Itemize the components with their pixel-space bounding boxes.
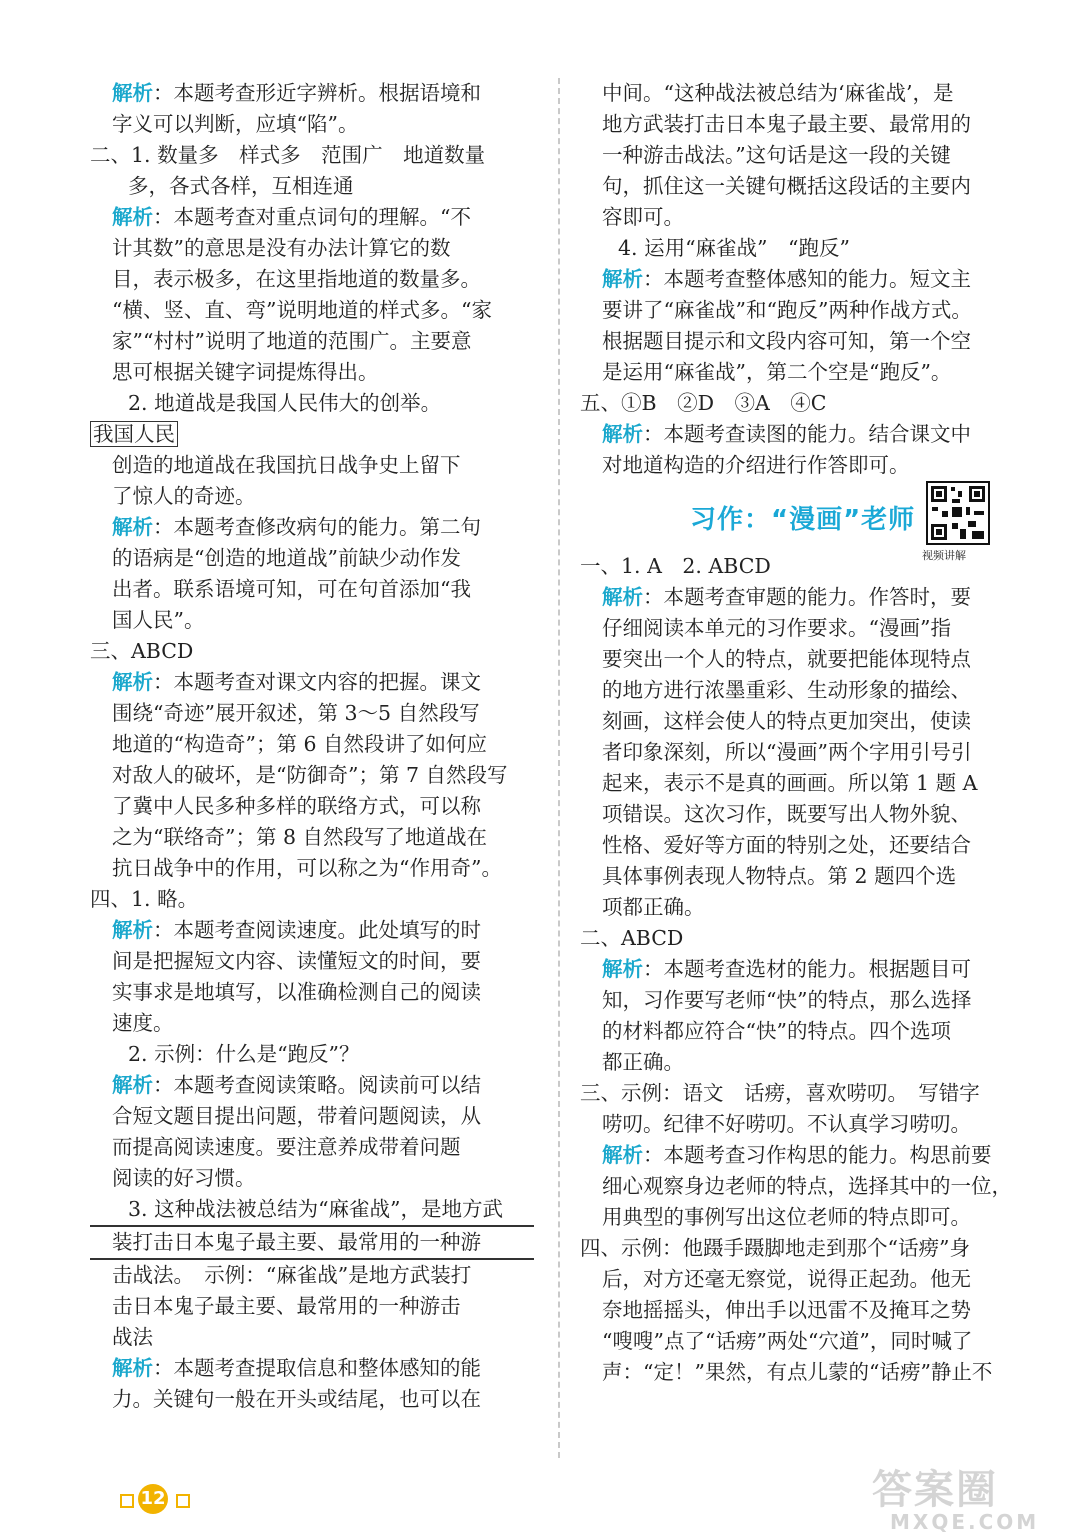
text-line — [580, 202, 1020, 233]
line-text: 的材料都应符合“快”的特点。四个选项 — [602, 1019, 951, 1043]
line-text: 间是把握短文内容、读懂短文的时间，要 — [112, 949, 481, 973]
line-text: ：本题考查选材的能力。根据题目可 — [643, 957, 971, 981]
watermark-line2: MXQE.COM — [890, 1510, 1040, 1534]
line-text: ：本题考查阅读速度。此处填写的时 — [153, 918, 481, 942]
line-text: 知，习作要写老师“快”的特点，那么选择 — [602, 988, 972, 1012]
line-text: 实事求是地填写，以准确检测自己的阅读 — [112, 980, 481, 1004]
text-line — [580, 357, 1020, 388]
line-text: 要突出一个人的特点，就要把能体现特点 — [602, 647, 971, 671]
right-bottom-block — [580, 551, 1020, 1388]
text-line — [90, 1194, 534, 1227]
text-line — [580, 675, 1020, 706]
line-text: 仔细阅读本单元的习作要求。“漫画”指 — [602, 616, 951, 640]
text-line — [90, 326, 534, 357]
line-text: 家”“村村”说明了地道的范围广。主要意 — [112, 329, 472, 353]
text-line — [580, 233, 1020, 264]
text-line — [90, 1353, 534, 1384]
analysis-label: 解析 — [602, 267, 643, 291]
section-title: 习作：“漫画”老师 — [690, 505, 916, 535]
text-line — [90, 450, 534, 481]
page-footer — [120, 1484, 210, 1518]
column-divider — [558, 78, 560, 1458]
line-text: 项都正确。 — [602, 895, 705, 919]
footer-deco-icon — [120, 1494, 134, 1508]
analysis-label: 解析 — [112, 515, 153, 539]
analysis-label: 解析 — [112, 670, 153, 694]
line-text: 多，各式各样，互相连通 — [128, 174, 354, 198]
text-line — [90, 233, 534, 264]
line-text: ：本题考查习作构思的能力。构思前要 — [643, 1143, 992, 1167]
right-column — [580, 78, 1020, 1388]
line-text: 后，对方还毫无察觉，说得正起劲。他无 — [602, 1267, 971, 1291]
text-line — [90, 1163, 534, 1194]
line-text: 一、1. A 2. ABCD — [580, 554, 771, 578]
line-text: 地道的“构造奇”；第 6 自然段讲了如何应 — [112, 732, 488, 756]
text-line — [580, 830, 1020, 861]
line-text: 合短文题目提出问题，带着问题阅读，从 — [112, 1104, 481, 1128]
text-line — [90, 946, 534, 977]
line-text: “嗖嗖”点了“话痨”两处“穴道”，同时喊了 — [602, 1329, 973, 1353]
line-text: 三、ABCD — [90, 639, 194, 663]
text-line — [90, 977, 534, 1008]
inserted-text-box: 我国人民 — [90, 421, 178, 447]
text-line — [90, 109, 534, 140]
line-text: 2. 示例：什么是“跑反”？ — [128, 1042, 360, 1066]
analysis-label: 解析 — [602, 1143, 643, 1167]
line-text: 之为“联络奇”；第 8 自然段写了地道战在 — [112, 825, 488, 849]
text-line — [90, 915, 534, 946]
text-line — [580, 861, 1020, 892]
section-header — [580, 481, 1020, 562]
text-line — [90, 791, 534, 822]
text-line — [580, 1357, 1020, 1388]
text-line — [580, 450, 1020, 481]
text-line — [580, 706, 1020, 737]
line-text: 思可根据关键字词提炼得出。 — [112, 360, 379, 384]
line-text: 项错误。这次习作，既要写出人物外貌、 — [602, 802, 971, 826]
line-text: 出者。联系语境可知，可在句首添加“我 — [112, 577, 471, 601]
text-line — [90, 822, 534, 853]
line-text: 力。关键句一般在开头或结尾，也可以在 — [112, 1387, 481, 1411]
line-text: 创造的地道战在我国抗日战争史上留下 — [112, 453, 461, 477]
text-line — [580, 1109, 1020, 1140]
text-line — [580, 171, 1020, 202]
line-text: 的语病是“创造的地道战”前缺少动作发 — [112, 546, 461, 570]
left-column — [90, 78, 534, 1415]
text-line — [580, 1047, 1020, 1078]
qr-code-icon[interactable] — [926, 481, 990, 545]
text-line — [580, 892, 1020, 923]
line-text: 四、示例：他蹑手蹑脚地走到那个“话痨”身 — [580, 1236, 970, 1260]
text-line — [90, 388, 534, 419]
text-line — [90, 1227, 534, 1260]
text-line — [90, 605, 534, 636]
text-line — [580, 1264, 1020, 1295]
line-text: 二、ABCD — [580, 926, 684, 950]
text-line — [90, 636, 534, 667]
line-text: ：本题考查提取信息和整体感知的能 — [153, 1356, 481, 1380]
line-text: 要讲了“麻雀战”和“跑反”两种作战方式。 — [602, 298, 972, 322]
text-line — [580, 613, 1020, 644]
line-text: ：本题考查审题的能力。作答时，要 — [643, 585, 971, 609]
line-text: 击日本鬼子最主要、最常用的一种游击 — [112, 1294, 461, 1318]
text-line — [90, 1008, 534, 1039]
text-line — [90, 1260, 534, 1291]
text-line — [90, 481, 534, 512]
text-line — [90, 295, 534, 326]
text-line — [90, 698, 534, 729]
text-line — [580, 295, 1020, 326]
analysis-label: 解析 — [112, 81, 153, 105]
text-line — [90, 729, 534, 760]
text-line — [90, 574, 534, 605]
line-text: 四、1. 略。 — [90, 887, 199, 911]
text-line — [580, 923, 1020, 954]
line-text: ：本题考查对重点词句的理解。“不 — [153, 205, 471, 229]
line-text: 国人民”。 — [112, 608, 205, 632]
line-text: 装打击日本鬼子最主要、最常用的一种游 — [112, 1230, 481, 1254]
line-text: 具体事例表现人物特点。第 2 题四个选 — [602, 864, 957, 888]
analysis-label: 解析 — [112, 1073, 153, 1097]
line-text: 2. 地道战是我国人民伟大的创举。 — [128, 391, 442, 415]
line-text: ：本题考查形近字辨析。根据语境和 — [153, 81, 481, 105]
footer-deco-icon — [176, 1494, 190, 1508]
text-line — [580, 644, 1020, 675]
analysis-label: 解析 — [602, 585, 643, 609]
text-line — [580, 1326, 1020, 1357]
text-line — [580, 768, 1020, 799]
text-line — [580, 1140, 1020, 1171]
text-line — [580, 1078, 1020, 1109]
text-line — [580, 1016, 1020, 1047]
text-line — [90, 1039, 534, 1070]
line-text: 是运用“麻雀战”，第二个空是“跑反”。 — [602, 360, 952, 384]
text-line — [90, 667, 534, 698]
analysis-label: 解析 — [602, 422, 643, 446]
line-text: “横、竖、直、弯”说明地道的样式多。“家 — [112, 298, 492, 322]
analysis-label: 解析 — [112, 918, 153, 942]
line-text: 中间。“这种战法被总结为‘麻雀战’，是 — [602, 81, 954, 105]
line-text: 者印象深刻，所以“漫画”两个字用引号引 — [602, 740, 972, 764]
line-text: ：本题考查读图的能力。结合课文中 — [643, 422, 971, 446]
page-number: 12 — [138, 1484, 168, 1514]
line-text: 速度。 — [112, 1011, 174, 1035]
text-line — [580, 954, 1020, 985]
line-text: ：本题考查阅读策略。阅读前可以结 — [153, 1073, 481, 1097]
text-line — [90, 264, 534, 295]
text-line — [580, 1295, 1020, 1326]
text-line — [90, 1132, 534, 1163]
text-line — [90, 140, 534, 171]
line-text: 细心观察身边老师的特点，选择其中的一位， — [602, 1174, 1012, 1198]
line-text: 奈地摇摇头，伸出手以迅雷不及掩耳之势 — [602, 1298, 971, 1322]
line-text: 地方武装打击日本鬼子最主要、最常用的 — [602, 112, 971, 136]
text-line — [580, 78, 1020, 109]
line-text: ：本题考查整体感知的能力。短文主 — [643, 267, 971, 291]
analysis-label: 解析 — [112, 205, 153, 229]
line-text: 二、1. 数量多 样式多 范围广 地道数量 — [90, 143, 486, 167]
line-text: 3. 这种战法被总结为“麻雀战”，是地方武 — [128, 1197, 504, 1221]
text-line — [90, 202, 534, 233]
line-text: ：本题考查对课文内容的把握。课文 — [153, 670, 481, 694]
text-line — [90, 884, 534, 915]
text-line — [580, 140, 1020, 171]
line-text: 字义可以判断，应填“陷”。 — [112, 112, 359, 136]
text-line — [580, 109, 1020, 140]
line-text: 阅读的好习惯。 — [112, 1166, 256, 1190]
line-text: 战法 — [112, 1325, 153, 1349]
line-text: 五、①B ②D ③A ④C — [580, 391, 827, 415]
text-line — [580, 582, 1020, 613]
line-text: 计其数”的意思是没有办法计算它的数 — [112, 236, 451, 260]
text-line — [90, 760, 534, 791]
line-text: 句，抓住这一关键句概括这段话的主要内 — [602, 174, 971, 198]
line-text: 三、示例：语文 话痨，喜欢唠叨。 写错字 — [580, 1081, 980, 1105]
text-line — [90, 419, 534, 450]
line-text: 抗日战争中的作用，可以称之为“作用奇”。 — [112, 856, 502, 880]
text-line — [580, 326, 1020, 357]
text-line — [580, 737, 1020, 768]
line-text: ：本题考查修改病句的能力。第二句 — [153, 515, 481, 539]
line-text: 而提高阅读速度。要注意养成带着问题 — [112, 1135, 461, 1159]
analysis-label: 解析 — [602, 957, 643, 981]
text-line — [90, 853, 534, 884]
line-text: 性格、爱好等方面的特别之处，还要结合 — [602, 833, 971, 857]
text-line — [580, 1233, 1020, 1264]
line-text: 围绕“奇迹”展开叙述，第 3～5 自然段写 — [112, 701, 480, 725]
line-text: 用典型的事例写出这位老师的特点即可。 — [602, 1205, 971, 1229]
text-line — [90, 1384, 534, 1415]
line-text: 声：“定！”果然，有点儿蒙的“话痨”静止不 — [602, 1360, 993, 1384]
line-text: 目，表示极多，在这里指地道的数量多。 — [112, 267, 481, 291]
line-text: 一种游击战法。”这句话是这一段的关键 — [602, 143, 951, 167]
text-line — [580, 799, 1020, 830]
text-line — [90, 171, 534, 202]
line-text: 唠叨。纪律不好唠叨。不认真学习唠叨。 — [602, 1112, 971, 1136]
line-text: 对敌人的破坏，是“防御奇”；第 7 自然段写 — [112, 763, 508, 787]
line-text: 的地方进行浓墨重彩、生动形象的描绘、 — [602, 678, 971, 702]
line-text: 容即可。 — [602, 205, 684, 229]
text-line — [90, 1070, 534, 1101]
line-text: 了冀中人民多种多样的联络方式，可以称 — [112, 794, 481, 818]
qr-caption: 视频讲解 — [922, 549, 966, 562]
line-text: 刻画，这样会使人的特点更加突出，使读 — [602, 709, 971, 733]
line-text: 起来，表示不是真的画画。所以第 1 题 A — [602, 771, 978, 795]
line-text: 了惊人的奇迹。 — [112, 484, 256, 508]
text-line — [90, 1291, 534, 1322]
text-line — [90, 1101, 534, 1132]
text-line — [90, 1322, 534, 1353]
line-text: 4. 运用“麻雀战” “跑反” — [618, 236, 850, 260]
text-line — [580, 388, 1020, 419]
text-line — [580, 419, 1020, 450]
right-top-block — [580, 78, 1020, 481]
text-line — [580, 985, 1020, 1016]
watermark — [872, 1468, 1062, 1534]
text-line — [90, 357, 534, 388]
text-line — [90, 78, 534, 109]
line-text: 根据题目提示和文段内容可知，第一个空 — [602, 329, 971, 353]
text-line — [90, 512, 534, 543]
text-line — [580, 1202, 1020, 1233]
watermark-line1: 答案圈 — [872, 1467, 998, 1513]
line-text: 都正确。 — [602, 1050, 684, 1074]
text-line — [580, 1171, 1020, 1202]
line-text: 对地道构造的介绍进行作答即可。 — [602, 453, 910, 477]
analysis-label: 解析 — [112, 1356, 153, 1380]
text-line — [580, 264, 1020, 295]
line-text: 击战法。 示例：“麻雀战”是地方武装打 — [112, 1263, 472, 1287]
text-line — [90, 543, 534, 574]
